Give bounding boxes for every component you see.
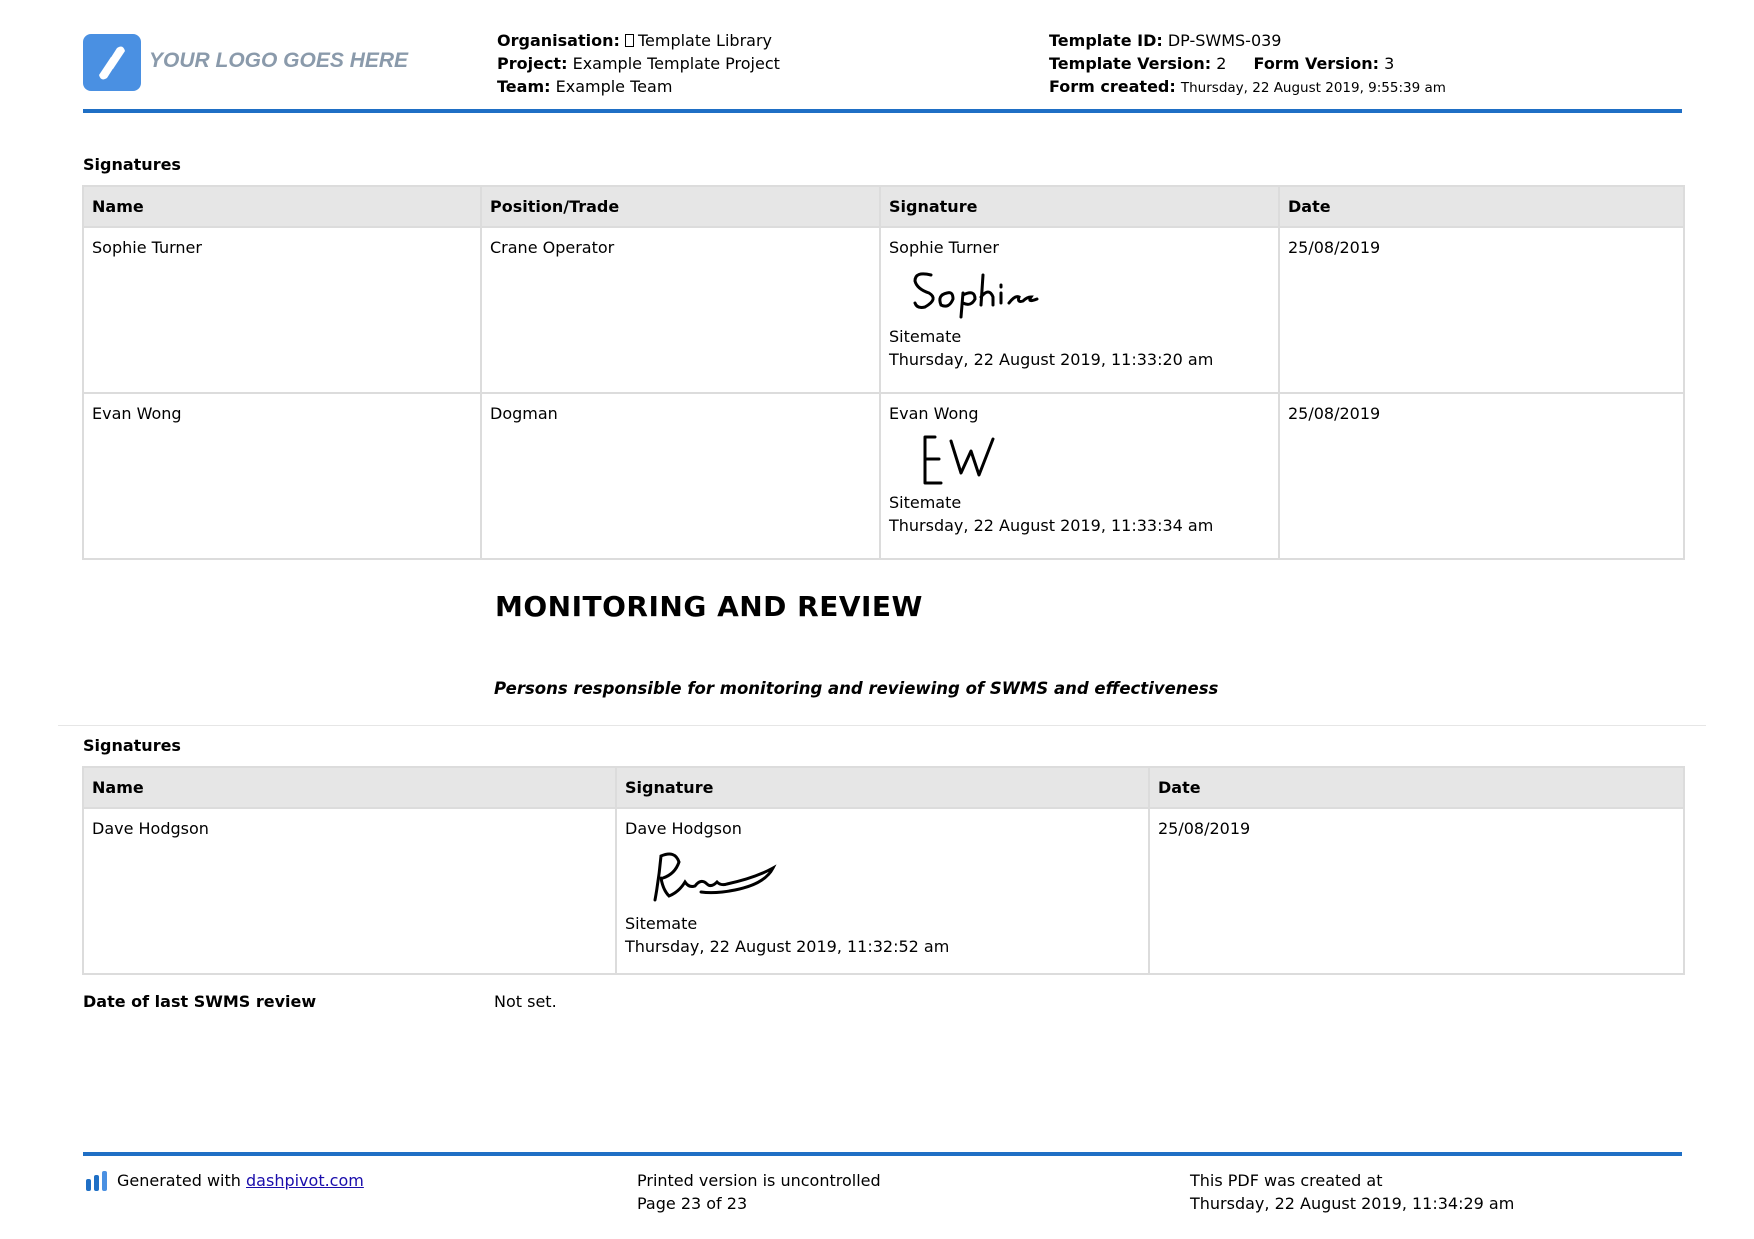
logo-mark: [83, 34, 141, 91]
row-position: Crane Operator: [490, 238, 615, 257]
signature-cell: [880, 227, 1279, 393]
column-header-name: Name: [83, 186, 481, 227]
row-name: Evan Wong: [92, 404, 182, 423]
signatures-table: [82, 185, 1685, 560]
project-value: Example Template Project: [572, 54, 780, 73]
signature-cell: [880, 393, 1279, 559]
page-number: Page 23 of 23: [637, 1194, 748, 1213]
template-version-label: Template Version:: [1049, 54, 1212, 73]
signature-timestamp: Thursday, 22 August 2019, 11:32:52 am: [625, 937, 950, 956]
table-header-row: [83, 767, 1684, 808]
dashpivot-bars-icon: [86, 1171, 110, 1191]
form-version-label: Form Version:: [1253, 54, 1379, 73]
version-line: [1049, 52, 1446, 75]
handwritten-signature-dave: [645, 848, 785, 908]
handwritten-signature-sophie: [909, 267, 1049, 321]
dashpivot-link[interactable]: dashpivot.com: [246, 1171, 364, 1190]
monitoring-signatures-table: [82, 766, 1685, 975]
signature-timestamp: Thursday, 22 August 2019, 11:33:34 am: [889, 516, 1214, 535]
template-version-value: 2: [1216, 54, 1227, 73]
generated-prefix: Generated with: [117, 1171, 241, 1190]
table-header-row: [83, 186, 1684, 227]
last-review-label: Date of last SWMS review: [83, 992, 317, 1011]
form-version-value: 3: [1384, 54, 1395, 73]
signature-timestamp: Thursday, 22 August 2019, 11:33:20 am: [889, 350, 1214, 369]
pdf-created-label: This PDF was created at: [1190, 1171, 1383, 1190]
printed-note: Printed version is uncontrolled: [637, 1171, 881, 1190]
footer-divider: [83, 1152, 1682, 1156]
organisation-label: Organisation:: [497, 31, 620, 50]
template-id-label: Template ID:: [1049, 31, 1163, 50]
organisation-line: [497, 29, 780, 52]
column-header-position: Position/Trade: [481, 186, 880, 227]
header-divider: [83, 109, 1682, 113]
last-review-value: Not set.: [494, 992, 557, 1011]
column-header-date: Date: [1149, 767, 1684, 808]
footer-center: [637, 1169, 881, 1215]
form-created-value: Thursday, 22 August 2019, 9:55:39 am: [1180, 80, 1446, 96]
logo-icon: [83, 34, 141, 91]
signer-name: Evan Wong: [889, 404, 979, 423]
row-position: Dogman: [490, 404, 558, 423]
header-meta-right: [1049, 29, 1446, 100]
form-created-line: [1049, 75, 1446, 100]
team-value: Example Team: [555, 77, 673, 96]
organisation-value: Template Library: [637, 31, 772, 50]
signer-name: Dave Hodgson: [625, 819, 742, 838]
row-date: 25/08/2019: [1158, 819, 1251, 838]
form-created-label: Form created:: [1049, 77, 1176, 96]
signature-org: Sitemate: [625, 914, 698, 933]
column-header-signature: Signature: [880, 186, 1279, 227]
signature-org: Sitemate: [889, 327, 962, 346]
project-label: Project:: [497, 54, 568, 73]
organisation-icon: [625, 34, 634, 47]
column-header-date: Date: [1279, 186, 1684, 227]
row-name: Sophie Turner: [92, 238, 202, 257]
team-label: Team:: [497, 77, 551, 96]
column-header-name: Name: [83, 767, 616, 808]
header-meta-left: [497, 29, 780, 98]
team-line: [497, 75, 780, 98]
logo-text: YOUR LOGO GOES HERE: [149, 49, 409, 72]
row-name: Dave Hodgson: [92, 819, 209, 838]
footer-right: [1190, 1169, 1514, 1215]
signature-cell: [616, 808, 1149, 974]
signature-org: Sitemate: [889, 493, 962, 512]
project-line: [497, 52, 780, 75]
template-id-line: [1049, 29, 1446, 52]
row-date: 25/08/2019: [1288, 404, 1381, 423]
signatures-section-label: Signatures: [83, 155, 181, 174]
table-row: [83, 393, 1684, 559]
signer-name: Sophie Turner: [889, 238, 999, 257]
section-subtitle: Persons responsible for monitoring and reviewing of SWMS and effectiveness: [494, 679, 1219, 698]
pdf-created-value: Thursday, 22 August 2019, 11:34:29 am: [1190, 1194, 1515, 1213]
column-header-signature: Signature: [616, 767, 1149, 808]
section-divider: [58, 725, 1706, 726]
template-id-value: DP-SWMS-039: [1167, 31, 1282, 50]
handwritten-signature-evan: [909, 433, 1049, 487]
generated-with: [117, 1169, 364, 1192]
table-row: [83, 227, 1684, 393]
table-row: [83, 808, 1684, 974]
monitoring-signatures-label: Signatures: [83, 736, 181, 755]
section-title: MONITORING AND REVIEW: [495, 590, 923, 623]
row-date: 25/08/2019: [1288, 238, 1381, 257]
